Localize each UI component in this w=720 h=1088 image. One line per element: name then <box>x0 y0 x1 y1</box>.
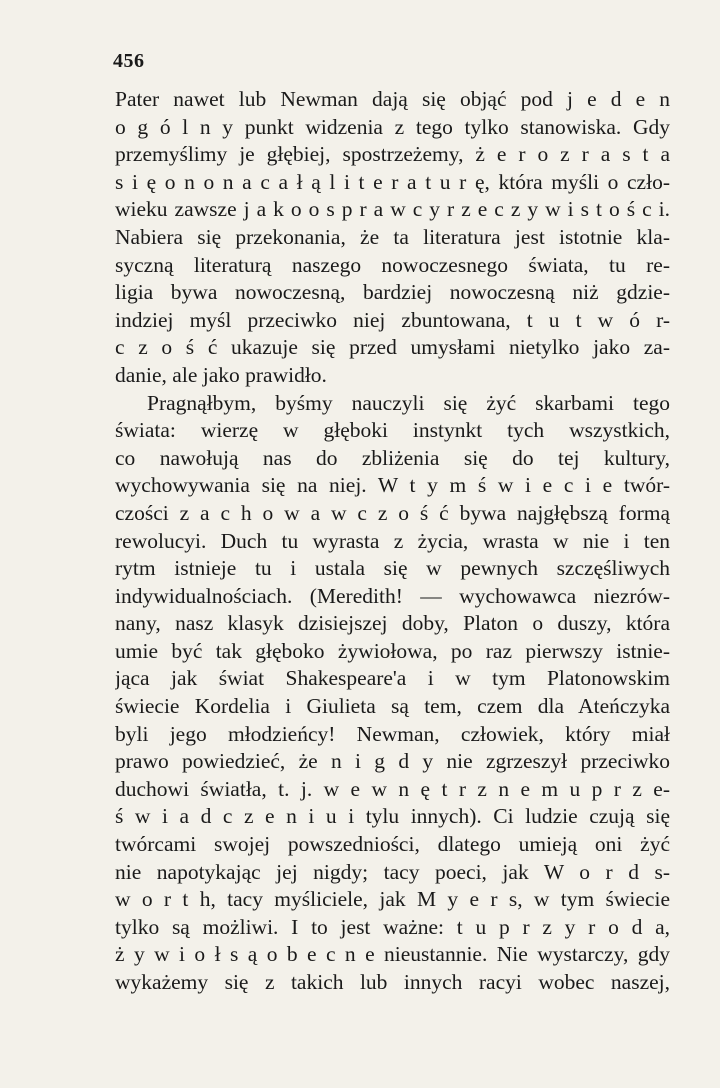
text-line: c z o ś ć ukazuje się przed umysłami nietylko jako za- <box>115 335 670 360</box>
text-line: świecie Kordelia i Giulieta są tem, czem dla Ateńczyka <box>115 694 670 719</box>
text-line: twórcami swojej powszedniości, dlatego umieją oni żyć <box>115 832 670 857</box>
text-line: rewolucyi. Duch tu wyrasta z życia, wrasta w nie i ten <box>115 528 670 553</box>
page-number: 456 <box>113 50 145 72</box>
paragraph-start-line: Pragnąłbym, byśmy nauczyli się żyć skarbami tego <box>147 390 670 415</box>
text-line: rytm istnieje tu i ustala się w pewnych szczęśliwych <box>115 556 670 581</box>
text-line: indziej myśl przeciwko niej zbuntowana, t u t w ó r- <box>115 307 670 332</box>
text-line: wykażemy się z takich lub innych racyi wobec naszej, <box>115 970 670 994</box>
text-line: syczną literaturą naszego nowoczesnego świata, tu re- <box>115 252 670 277</box>
text-line: wychowywania się na niej. W t y m ś w i e c i e twór- <box>115 473 670 498</box>
text-line: nie napotykając jej nigdy; tacy poeci, jak W o r d s- <box>115 859 670 884</box>
paragraph-end-line: danie, ale jako prawidło. <box>115 362 327 387</box>
text-line: prawo powiedzieć, że n i g d y nie zgrzeszył przeciwko <box>115 749 670 774</box>
text-line: co nawołują nas do zbliżenia się do tej kultury, <box>115 445 670 470</box>
text-line: ś w i a d c z e n i u i tylu innych). Ci ludzie czują się <box>115 804 670 829</box>
text-line: ligia bywa nowoczesną, bardziej nowoczesną niż gdzie- <box>115 280 670 305</box>
text-line: tylko są możliwi. I to jest ważne: t u p r z y r o d a, <box>115 914 670 939</box>
text-line: czości z a c h o w a w c z o ś ć bywa najgłębszą formą <box>115 500 670 525</box>
text-line: duchowi światła, t. j. w e w n ę t r z n e m u p r z e- <box>115 776 670 801</box>
text-line: wieku zawsze j a k o o s p r a w c y r z e c z y w i s t o ś c i. <box>115 197 670 222</box>
text-line: jąca jak świat Shakespeare'a i w tym Platonowskim <box>115 666 670 691</box>
text-line: Pater nawet lub Newman dają się objąć pod j e d e n <box>115 87 670 111</box>
text-line: o g ó l n y punkt widzenia z tego tylko stanowiska. Gdy <box>115 114 670 139</box>
text-line: przemyślimy je głębiej, spostrzeżemy, ż e r o z r a s t a <box>115 142 670 167</box>
text-line: w o r t h, tacy myśliciele, jak M y e r s, w tym świecie <box>115 887 670 912</box>
text-line: nany, nasz klasyk dzisiejszej doby, Platon o duszy, która <box>115 611 670 636</box>
text-line: umie być tak głęboko żywiołowa, po raz pierwszy istnie- <box>115 638 670 663</box>
text-line: Nabiera się przekonania, że ta literatura jest istotnie kla- <box>115 224 670 249</box>
body-text <box>115 86 670 997</box>
text-line: ż y w i o ł s ą o b e c n e nieustannie. Nie wystarczy, gdy <box>115 942 670 967</box>
text-line: indywidualnościach. (Meredith! — wychowawca niezrów- <box>115 583 670 608</box>
text-line: świata: wierzę w głęboki instynkt tych wszystkich, <box>115 418 670 443</box>
text-line: s i ę o n o n a c a ł ą l i t e r a t u r ę, która myśli o czło- <box>115 169 670 194</box>
text-line: byli jego młodzieńcy! Newman, człowiek, który miał <box>115 721 670 746</box>
